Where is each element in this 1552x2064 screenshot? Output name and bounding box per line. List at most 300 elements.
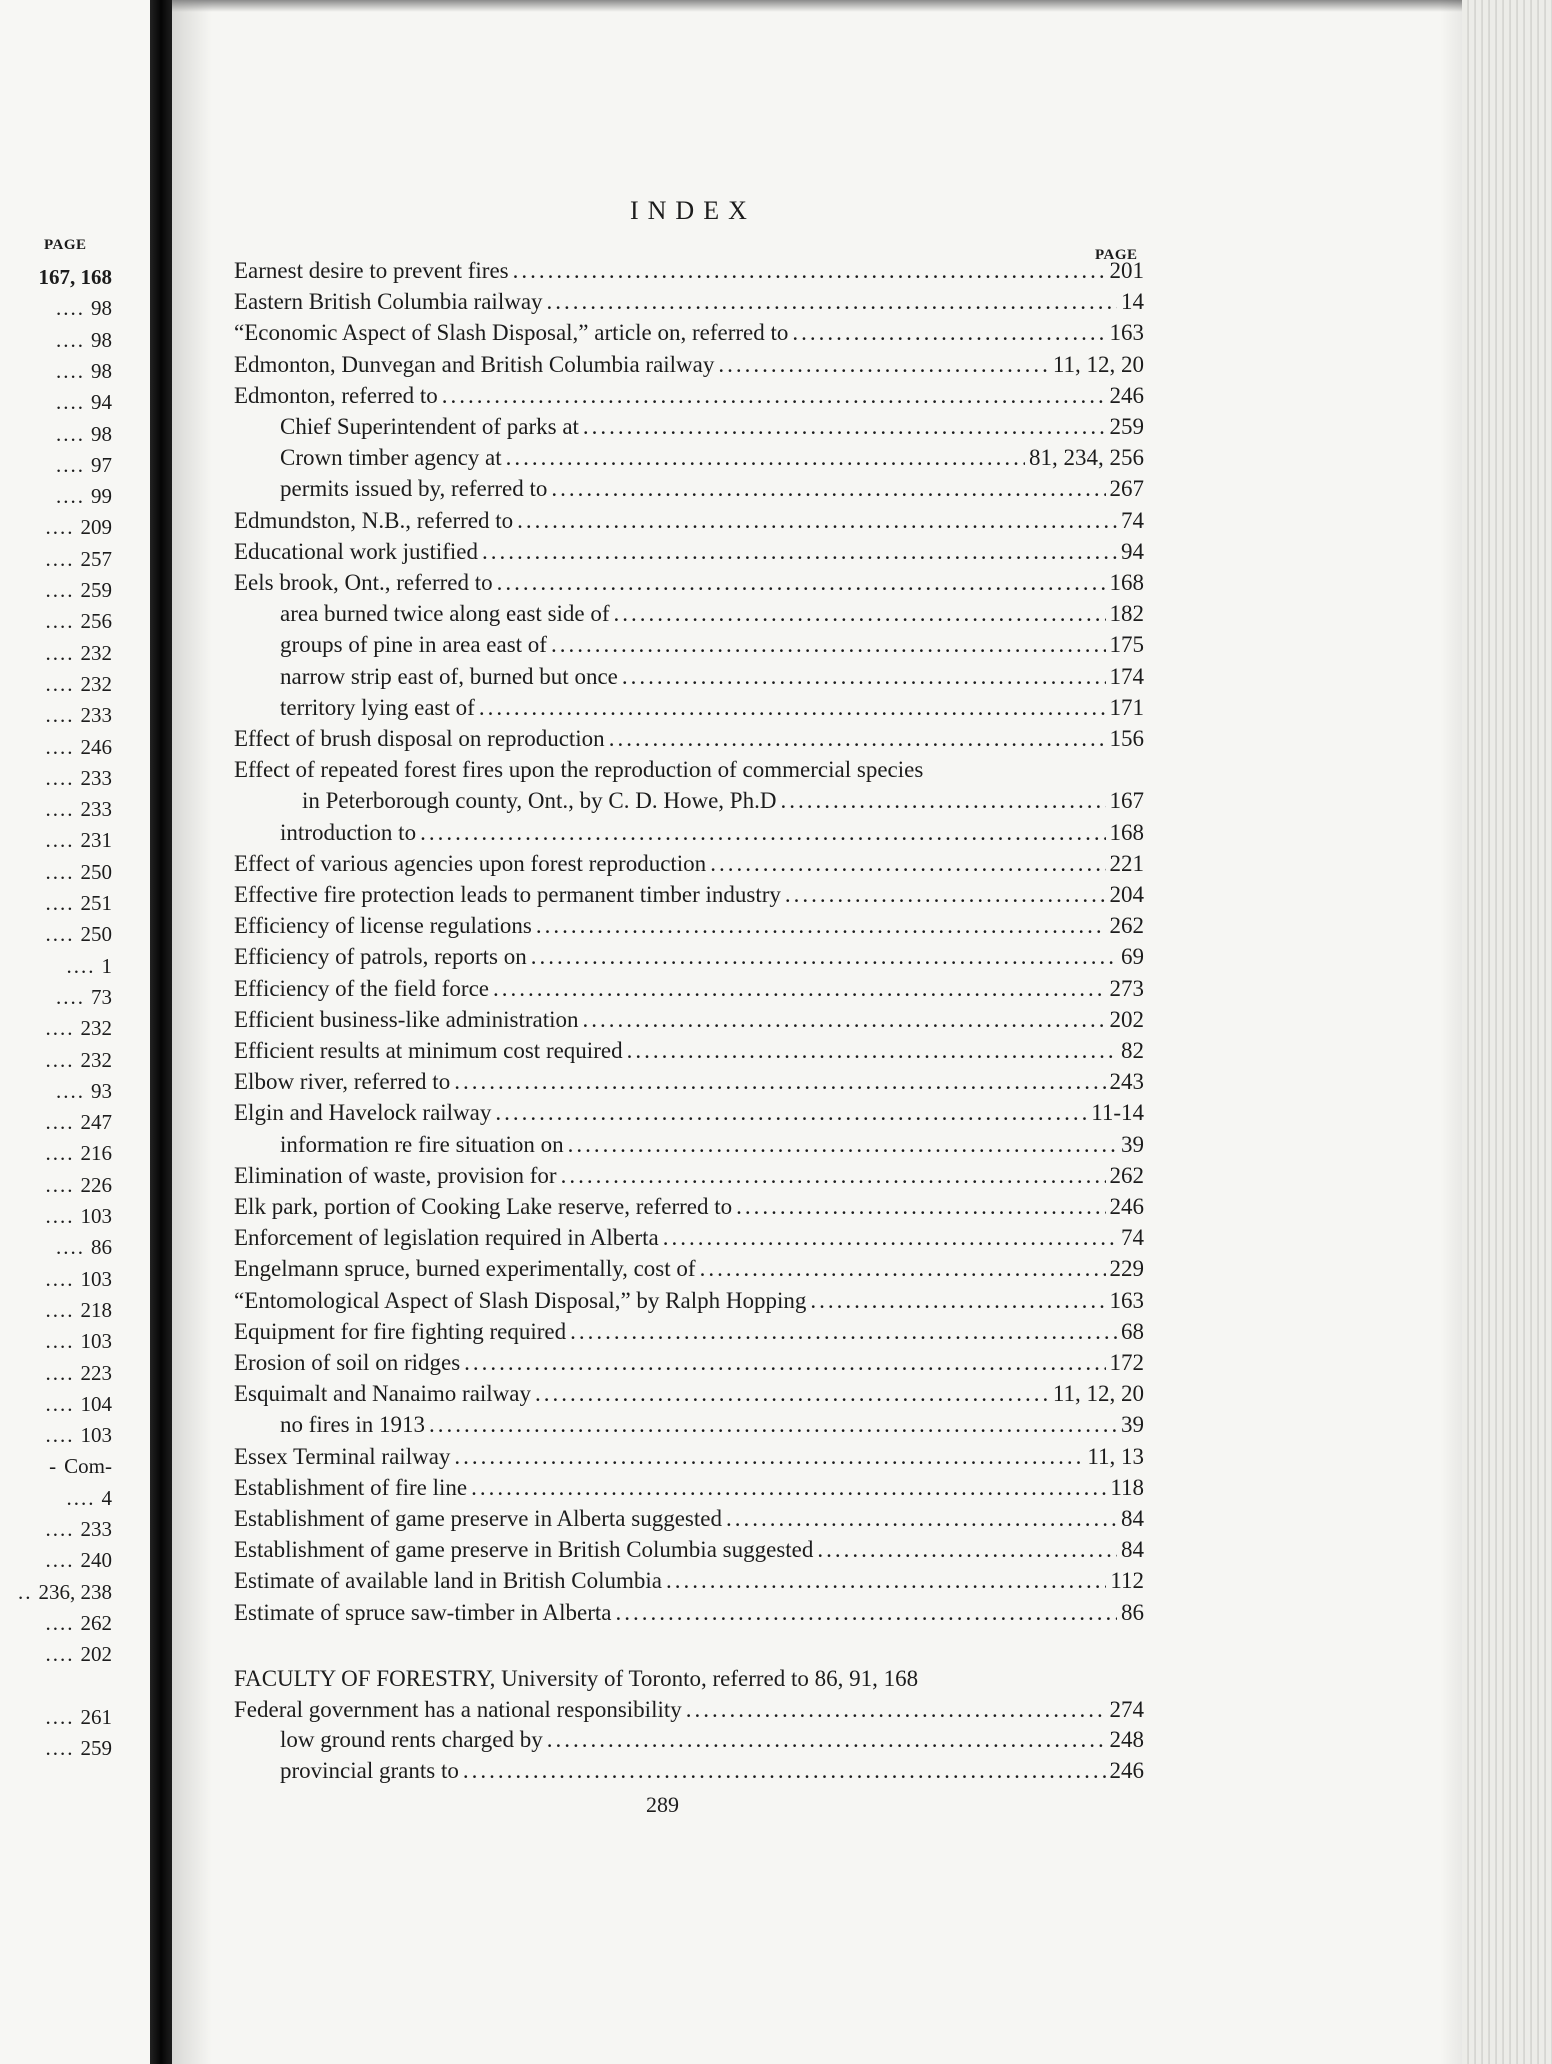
left-page-row — [0, 484, 112, 514]
index-entry — [280, 695, 1144, 725]
left-page-row — [0, 1267, 112, 1297]
index-entry-pages: 175 — [1109, 632, 1144, 658]
left-page-row-leader: .... — [45, 1016, 75, 1041]
index-entry — [234, 320, 1144, 350]
index-entry — [234, 1256, 1144, 1286]
index-entry — [280, 601, 1144, 631]
left-page-row — [0, 922, 112, 952]
index-entry — [234, 289, 1144, 319]
index-entry-pages: 246 — [1109, 1194, 1144, 1219]
index-entry-text: Efficient results at minimum cost required — [234, 1038, 623, 1063]
index-entry — [280, 1758, 1144, 1788]
dot-leader — [792, 320, 1105, 346]
index-entry-text: Efficient business-like administration — [234, 1006, 579, 1032]
left-page-row-text: 103 — [80, 1423, 112, 1448]
index-entry-text: Efficiency of license regulations — [234, 913, 532, 939]
index-entry — [280, 414, 1144, 444]
left-page-row-leader: .... — [45, 1423, 75, 1448]
left-page-row — [0, 766, 112, 796]
index-entry-pages: 201 — [1109, 258, 1144, 283]
left-page-row-text: 103 — [80, 1204, 112, 1228]
index-entry-pages: 168 — [1109, 570, 1144, 595]
index-entry-pages: 39 — [1121, 1131, 1144, 1157]
index-entry-pages: 273 — [1109, 975, 1144, 1001]
left-page-row-leader: .... — [45, 1172, 75, 1197]
dot-leader — [471, 1475, 1106, 1501]
index-entry-text: Efficiency of the field force — [234, 975, 489, 1001]
dot-leader — [531, 944, 1117, 970]
dot-leader — [420, 820, 1105, 846]
left-page-row-text: 104 — [80, 1391, 112, 1416]
index-entry-text: provincial grants to — [280, 1757, 459, 1783]
dot-leader — [614, 601, 1106, 627]
index-entry — [234, 1194, 1144, 1224]
left-page-row-text: 233 — [80, 703, 112, 728]
index-entry — [234, 1506, 1144, 1536]
left-page-row-text: 236, 238 — [38, 1579, 112, 1604]
index-entry — [234, 726, 1144, 756]
dot-leader — [583, 414, 1106, 440]
index-entry-pages: 11, 12, 20 — [1052, 1381, 1144, 1407]
dot-leader — [551, 476, 1105, 502]
left-page-row — [0, 1611, 112, 1641]
left-page-row-leader: .... — [45, 1297, 75, 1322]
dot-leader — [482, 539, 1117, 565]
left-page-row-text: 257 — [80, 546, 112, 571]
index-entry-pages: 246 — [1109, 1757, 1144, 1783]
index-entry-pages: 167 — [1109, 788, 1144, 814]
index-entry-pages: 118 — [1110, 1474, 1144, 1500]
index-entry — [234, 1568, 1144, 1598]
left-page-row-leader: .... — [45, 703, 75, 728]
left-page-row — [0, 1079, 112, 1109]
index-entry — [234, 851, 1144, 881]
dot-leader — [710, 851, 1105, 877]
dot-leader — [780, 788, 1105, 814]
index-entry — [234, 258, 1144, 288]
dot-leader — [495, 1100, 1087, 1126]
index-entry-text: Edmonton, referred to — [234, 382, 438, 408]
index-entry-pages: 14 — [1121, 289, 1144, 315]
index-entry-text: Enforcement of legislation required in Alberta — [234, 1225, 659, 1251]
page-column-label: PAGE — [1095, 247, 1138, 263]
left-page-row — [0, 735, 112, 765]
left-page-row — [0, 359, 112, 389]
left-page-row — [0, 1329, 112, 1359]
index-entry-pages: 168 — [1109, 819, 1144, 845]
left-page-row-leader: .... — [45, 1329, 75, 1354]
index-entry — [280, 664, 1144, 694]
dot-leader — [561, 1163, 1106, 1189]
index-entry-text: Equipment for fire fighting required — [234, 1318, 567, 1344]
index-entry-pages: 174 — [1109, 663, 1144, 689]
left-page-row-leader: .... — [56, 327, 85, 352]
index-entry — [280, 1412, 1144, 1442]
left-page-row-leader: .... — [56, 296, 85, 321]
index-entry-pages: 11-14 — [1091, 1100, 1144, 1126]
index-entry-pages: 229 — [1109, 1256, 1144, 1282]
dot-leader — [666, 1568, 1106, 1594]
left-page-row — [0, 1110, 112, 1140]
left-page-row — [0, 515, 112, 545]
dot-leader — [547, 289, 1117, 315]
left-page-row — [0, 1705, 112, 1735]
index-entry-pages: 74 — [1121, 507, 1144, 533]
left-page-row — [0, 703, 112, 733]
left-page-row — [0, 453, 112, 483]
left-page-row-leader: .... — [56, 358, 85, 383]
left-page-row-leader: .... — [66, 953, 96, 978]
left-page-row-leader: .... — [45, 1517, 75, 1541]
left-page-row-leader: .... — [45, 859, 75, 884]
left-page-row — [0, 1141, 112, 1171]
left-page-row-text: 262 — [80, 1610, 112, 1635]
left-page-row-leader: .... — [45, 1360, 75, 1385]
dot-leader — [810, 1288, 1105, 1314]
left-page-row-leader: .... — [56, 452, 85, 477]
index-entry-text: area burned twice along east side of — [280, 601, 610, 627]
left-page-row-text: 103 — [80, 1329, 112, 1354]
index-entry-pages: 262 — [1109, 913, 1144, 939]
dot-leader — [718, 352, 1048, 378]
index-entry-text: Eastern British Columbia railway — [234, 289, 543, 315]
left-page-row-text: 98 — [91, 296, 112, 321]
left-page-row — [0, 1298, 112, 1328]
left-page-row-leader: .... — [56, 1235, 85, 1260]
index-entry-pages: 156 — [1109, 726, 1144, 751]
left-page-row-leader: .... — [45, 1266, 75, 1291]
left-page-row-text: 98 — [91, 421, 112, 446]
left-page-row — [0, 891, 112, 921]
index-entry-text: Elgin and Havelock railway — [234, 1100, 492, 1126]
index-entry-pages: 171 — [1109, 694, 1144, 720]
left-page-row — [0, 265, 112, 295]
left-page-row — [0, 422, 112, 452]
left-page-row-text: 209 — [80, 515, 112, 540]
index-entry-pages: 182 — [1109, 601, 1144, 627]
left-page-row-leader: .... — [45, 797, 75, 822]
index-entry — [234, 882, 1144, 912]
index-entry-text: Federal government has a national responsibility — [234, 1696, 682, 1722]
index-entry-text: Efficiency of patrols, reports on — [234, 944, 527, 970]
index-entry-text: introduction to — [280, 819, 417, 845]
index-entry-text: low ground rents charged by — [280, 1727, 543, 1753]
index-entry-pages: 39 — [1121, 1412, 1144, 1438]
left-page-row — [0, 1016, 112, 1046]
left-page-column-label: PAGE — [44, 237, 87, 253]
left-page-row-text: 261 — [80, 1704, 112, 1729]
index-entry: FACULTY OF FORESTRY, University of Toronto, referred to 86, 91, 168 — [234, 1666, 919, 1691]
index-entry-text: Esquimalt and Nanaimo railway — [234, 1381, 532, 1407]
index-entry — [234, 1288, 1144, 1318]
index-entry-text: Effect of brush disposal on reproduction — [234, 726, 605, 751]
index-entry-text: Estimate of available land in British Columbia — [234, 1568, 662, 1594]
left-page-row-text: 232 — [80, 1047, 112, 1072]
dot-leader — [736, 1194, 1105, 1220]
left-page-row-leader: .... — [45, 640, 75, 665]
index-entry-pages: 202 — [1109, 1006, 1144, 1032]
left-page-row-text: 232 — [80, 671, 112, 696]
index-entry-pages: 163 — [1109, 1287, 1144, 1313]
left-page-row-text: 233 — [80, 765, 112, 790]
index-entry — [234, 1163, 1144, 1193]
index-entry-text: Erosion of soil on ridges — [234, 1350, 461, 1375]
index-entry-text: Establishment of fire line — [234, 1474, 468, 1500]
left-page-row — [0, 1642, 112, 1672]
left-page-row-text: 94 — [91, 390, 112, 415]
index-entry-text: Educational work justified — [234, 538, 478, 564]
dot-leader — [583, 1007, 1106, 1033]
index-entry-pages: 68 — [1121, 1318, 1144, 1344]
dot-leader — [454, 1069, 1105, 1095]
dot-leader — [686, 1697, 1106, 1723]
index-entry-text: “Entomological Aspect of Slash Disposal,” by Ralph Hopping — [234, 1287, 807, 1313]
index-entry-text: information re fire situation on — [280, 1131, 564, 1157]
left-page-row — [0, 860, 112, 890]
left-page-row-leader: .... — [45, 671, 75, 696]
left-page-row — [0, 1173, 112, 1203]
index-entry-text: Engelmann spruce, burned experimentally, cost of — [234, 1256, 696, 1282]
index-entry-pages: 172 — [1109, 1350, 1144, 1375]
left-page-row-text: 246 — [80, 734, 112, 759]
left-page-row — [0, 672, 112, 702]
index-entry — [234, 570, 1144, 600]
left-page-row-text: 86 — [91, 1235, 112, 1260]
page-number: 289 — [646, 1792, 679, 1817]
left-page-row-text: 4 — [101, 1485, 112, 1510]
dot-leader — [551, 632, 1106, 658]
index-entry-pages: 274 — [1109, 1696, 1144, 1722]
index-entry-text: Establishment of game preserve in British Columbia suggested — [234, 1537, 814, 1563]
left-page-row — [0, 1204, 112, 1234]
left-page-row-leader: .... — [45, 578, 75, 602]
index-entry-pages: 259 — [1109, 414, 1144, 439]
left-page-row-leader: .... — [45, 515, 75, 540]
left-page-row-text: 233 — [80, 1517, 112, 1541]
left-page-row-leader: .... — [66, 1485, 96, 1510]
index-entry-pages: 84 — [1121, 1537, 1144, 1563]
index-entry-text: permits issued by, referred to — [280, 476, 548, 502]
left-page-row-text: 1 — [101, 953, 112, 978]
dot-leader — [622, 664, 1106, 690]
left-page-row-text: 218 — [80, 1297, 112, 1322]
left-page-row — [0, 390, 112, 420]
left-page-row-leader: .... — [45, 922, 75, 947]
left-page-row — [0, 1548, 112, 1578]
top-edge-shadow — [172, 0, 1552, 12]
left-page-row — [0, 828, 112, 858]
index-entry — [234, 508, 1144, 538]
left-page-row — [0, 328, 112, 358]
index-entry-text: no fires in 1913 — [280, 1412, 426, 1438]
left-page-row-text: 93 — [91, 1078, 112, 1103]
left-page-row-text: 226 — [80, 1172, 112, 1197]
left-page-row-leader: .... — [45, 1548, 75, 1573]
dot-leader — [442, 383, 1106, 409]
left-page-row-text: 259 — [80, 578, 112, 602]
index-entry — [234, 383, 1144, 413]
dot-leader — [536, 913, 1106, 939]
gutter-shadow — [172, 0, 212, 2064]
dot-leader — [513, 258, 1106, 284]
index-entry — [234, 1697, 1144, 1727]
left-page-row-text: 216 — [80, 1141, 112, 1166]
index-entry — [234, 1475, 1144, 1505]
dot-leader — [568, 1132, 1117, 1158]
left-page-row — [0, 1486, 112, 1516]
dot-leader — [497, 570, 1106, 596]
index-entry — [234, 1381, 1144, 1411]
index-entry-pages: 69 — [1121, 944, 1144, 970]
index-entry-text: Elbow river, referred to — [234, 1069, 451, 1095]
left-page-row — [0, 609, 112, 639]
left-page-row-text: 256 — [80, 609, 112, 634]
index-entry-text: territory lying east of — [280, 694, 475, 720]
index-entry — [234, 976, 1144, 1006]
index-entry — [234, 1100, 1144, 1130]
index-entry-pages: 94 — [1121, 538, 1144, 564]
index-entry — [234, 1600, 1144, 1630]
dot-leader — [627, 1038, 1117, 1064]
index-entry-pages: 11, 12, 20 — [1052, 351, 1144, 377]
index-entry-pages: 81, 234, 256 — [1029, 445, 1144, 471]
index-entry-pages: 11, 13 — [1087, 1443, 1144, 1469]
left-page-row-leader: .... — [45, 765, 75, 790]
dot-leader — [700, 1256, 1106, 1282]
index-entry-pages: 204 — [1109, 882, 1144, 907]
left-page-row-leader: .... — [45, 609, 75, 634]
left-page-row-leader: .... — [45, 1047, 75, 1072]
index-entry — [280, 476, 1144, 506]
left-page-row — [0, 547, 112, 577]
index-entry — [280, 632, 1144, 662]
left-page-row-leader: .... — [56, 390, 85, 415]
left-page-row-text: 98 — [91, 327, 112, 352]
dot-leader — [547, 1727, 1106, 1753]
dot-leader — [463, 1758, 1106, 1784]
index-entry — [234, 1069, 1144, 1099]
book-gutter — [150, 0, 172, 2064]
left-page-row — [0, 1392, 112, 1422]
index-entry-text: Elk park, portion of Cooking Lake reserve, referred to — [234, 1194, 733, 1219]
index-entry-text: Edmonton, Dunvegan and British Columbia railway — [234, 351, 715, 377]
index-entry-text: Establishment of game preserve in Alberta suggested — [234, 1506, 722, 1531]
index-entry-pages: 74 — [1121, 1225, 1144, 1251]
index-entry-text: Chief Superintendent of parks at — [280, 414, 579, 439]
left-page-row-leader: .... — [45, 828, 75, 853]
index-entry-text: Effective fire protection leads to permanent timber industry — [234, 882, 781, 907]
index-entry — [280, 445, 1144, 475]
left-page-row-text: 259 — [80, 1736, 112, 1761]
index-entry-text: narrow strip east of, burned but once — [280, 663, 618, 689]
stacked-page-edges — [1462, 0, 1552, 2064]
left-page-row-leader: .... — [56, 984, 85, 1009]
left-page-row — [0, 641, 112, 671]
dot-leader — [609, 726, 1106, 752]
dot-leader — [663, 1225, 1117, 1251]
dot-leader — [464, 1350, 1105, 1376]
left-page-row-text: 99 — [91, 484, 112, 509]
index-entry-pages: 163 — [1109, 320, 1144, 346]
left-page-row — [0, 1423, 112, 1453]
dot-leader — [785, 882, 1106, 908]
index-entry: Effect of repeated forest fires upon the reproduction of commercial species — [234, 757, 924, 783]
index-entry-text: in Peterborough county, Ont., by C. D. Howe, Ph.D — [302, 788, 777, 814]
left-page-row-text: 232 — [80, 1016, 112, 1041]
left-page-row-leader: .... — [45, 891, 75, 915]
index-entry-text: Effect of various agencies upon forest reproduction — [234, 850, 707, 876]
dot-leader — [506, 445, 1025, 471]
left-page-row-text: Com- — [64, 1454, 112, 1479]
left-page-row — [0, 797, 112, 827]
left-page-row-leader: .... — [45, 1141, 75, 1166]
left-page-row-leader: .... — [45, 1642, 75, 1667]
left-page-row-leader: .... — [45, 1704, 75, 1729]
left-page-row-text: 240 — [80, 1548, 112, 1573]
left-page-row-text: 233 — [80, 797, 112, 822]
left-page-row — [0, 1048, 112, 1078]
index-entry-pages: 112 — [1110, 1568, 1144, 1594]
left-page-row — [0, 578, 112, 608]
left-page-row-leader: .. — [18, 1579, 33, 1604]
left-page-row — [0, 985, 112, 1015]
index-entry-pages: 84 — [1121, 1506, 1144, 1531]
left-page-row-text: 232 — [80, 640, 112, 665]
index-entry — [234, 539, 1144, 569]
left-page-row-text: 250 — [80, 859, 112, 884]
dot-leader — [570, 1319, 1117, 1345]
left-page-fragment — [0, 0, 150, 2064]
left-page-row-text: 251 — [80, 891, 112, 915]
index-entry — [302, 788, 1144, 818]
index-entry — [234, 1350, 1144, 1380]
index-entry — [280, 820, 1144, 850]
left-page-row-leader: .... — [45, 1391, 75, 1416]
dot-leader — [726, 1506, 1117, 1532]
dot-leader — [454, 1444, 1083, 1470]
left-page-row-text: 223 — [80, 1360, 112, 1385]
left-page-row — [0, 1517, 112, 1547]
index-entry-pages: 82 — [1121, 1038, 1144, 1063]
index-entry — [234, 1038, 1144, 1068]
index-entry — [234, 1225, 1144, 1255]
index-entry — [234, 1537, 1144, 1567]
left-page-row-text: 202 — [80, 1642, 112, 1667]
index-entry-pages: 221 — [1109, 850, 1144, 876]
index-entry — [234, 913, 1144, 943]
dot-leader — [517, 508, 1117, 534]
left-page-row-leader: .... — [45, 1610, 75, 1635]
index-entry-pages: 86 — [1121, 1599, 1144, 1625]
index-entry-pages: 248 — [1109, 1727, 1144, 1753]
index-entry-pages: 243 — [1109, 1069, 1144, 1095]
dot-leader — [535, 1381, 1049, 1407]
dot-leader — [429, 1412, 1117, 1438]
left-page-row-text: 97 — [91, 452, 112, 477]
page-title: INDEX — [630, 196, 756, 225]
index-entry — [280, 1132, 1144, 1162]
index-entry-text: “Economic Aspect of Slash Disposal,” article on, referred to — [234, 320, 789, 346]
left-page-row-leader: .... — [45, 1736, 75, 1761]
left-page-row-text: 247 — [80, 1110, 112, 1135]
index-entry-text: Earnest desire to prevent fires — [234, 258, 509, 283]
left-page-row-leader: .... — [56, 421, 85, 446]
index-entry-text: Edmundston, N.B., referred to — [234, 507, 514, 533]
dot-leader — [817, 1537, 1117, 1563]
left-page-row — [0, 1454, 112, 1484]
left-page-row — [0, 1736, 112, 1766]
index-entry-text: Estimate of spruce saw-timber in Alberta — [234, 1599, 612, 1625]
